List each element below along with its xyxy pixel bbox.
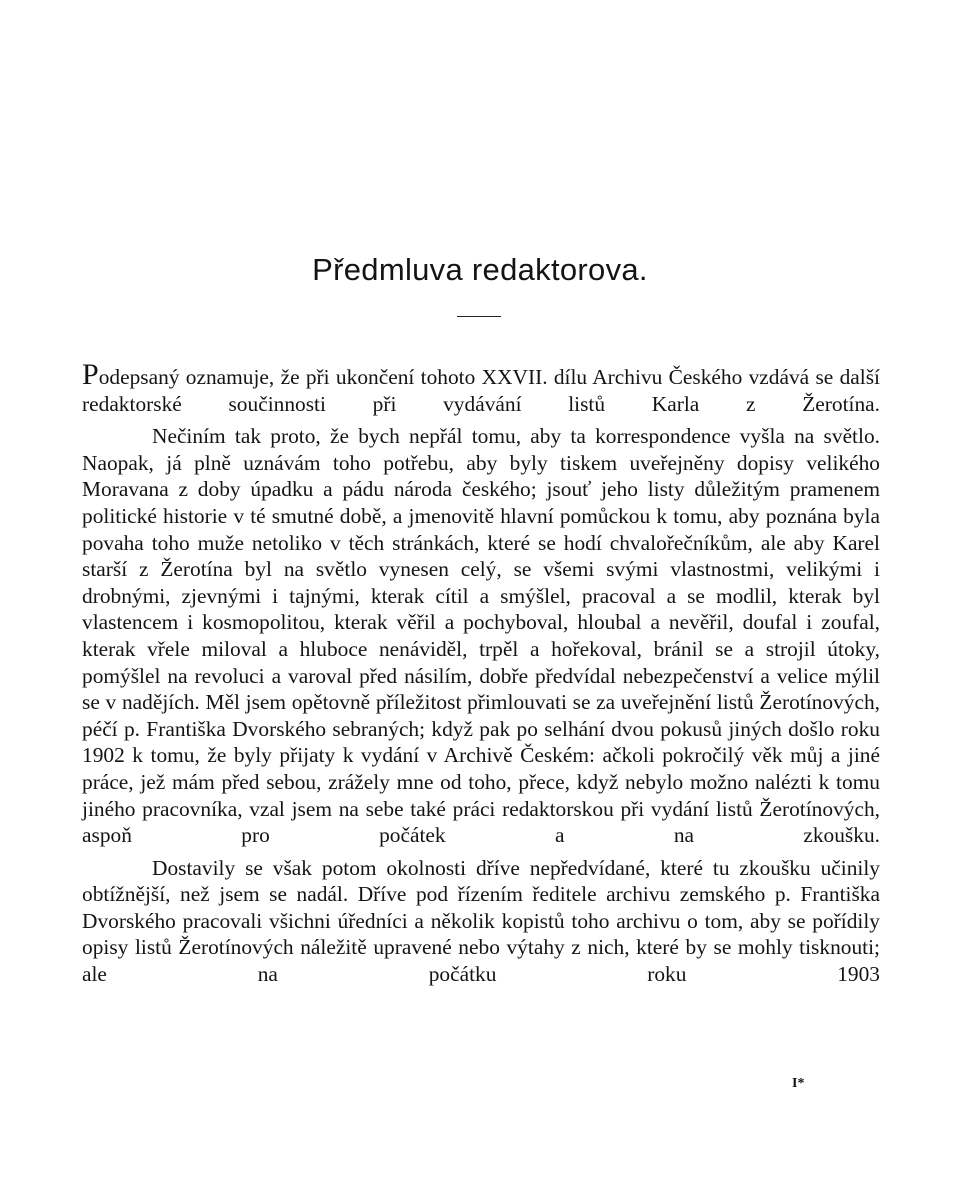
signature-mark: I* bbox=[792, 1076, 805, 1091]
paragraph-1 bbox=[82, 360, 880, 417]
page-title: Předmluva redaktorova. bbox=[312, 252, 648, 287]
title-divider bbox=[457, 316, 501, 317]
paragraph-3: Dostavily se však potom okolnosti dříve nepředvídané, které tu zkoušku učinily obtížnější, než jsem se nadál. Dříve pod řízením ředitele archivu zemského p. Františka Dvorského pracovali všichni úředníci a několik kopistů toho archivu o tom, aby se pořídily opisy listů Žerotínových náležitě upravené nebo výtahy z nich, které by se mohly tisknouti; ale na počátku roku 1903 bbox=[82, 855, 880, 987]
paragraph-1-text: odepsaný oznamuje, že při ukončení tohoto XXVII. dílu Archivu Českého vzdává se další redaktorské součinnosti při vydávání listů Karla z Žerotína. bbox=[82, 365, 880, 416]
body-text bbox=[82, 360, 880, 988]
initial-letter: P bbox=[82, 358, 99, 391]
paragraph-2: Nečiním tak proto, že bych nepřál tomu, aby ta korrespondence vyšla na světlo. Naopak, já plně uznávám toho potřebu, aby byly tiskem uveřejněny dopisy velikého Moravana z doby úpadku a pádu národa českého; jsouť jeho listy důležitým pramenem politické historie v té smutné době, a jmenovitě hlavní pomůckou k tomu, aby poznána byla povaha toho muže netoliko v těch stránkách, které se hodí chvalořečníkům, ale aby Karel starší z Žerotína byl na světlo vynesen celý, se všemi svými vlastnostmi, velikými i drobnými, zjevnými i tajnými, kterak cítil a smýšlel, pracoval a se modlil, kterak byl vlastencem i kosmopolitou, kterak věřil a pochyboval, hloubal a nevěřil, doufal i zoufal, kterak vřele miloval a hluboce nenáviděl, trpěl a hořekoval, bránil se a strojil útoky, pomýšlel na revoluci a varoval před násilím, dobře předvídal nebezpečenství a velice mýlil se v nadějích. Měl jsem opětovně příležitost přimlouvati se za uveřejnění listů Žerotínových, péčí p. Františka Dvorského sebraných; když pak po selhání dvou pokusů jiných došlo roku 1902 k tomu, že byly přijaty k vydání v Archivě Českém: ačkoli pokročilý věk můj a jiné práce, jež mám před sebou, zrážely mne od toho, přece, když nebylo možno nalézti k tomu jiného pracovníka, vzal jsem na sebe také práci redaktorskou při vydání listů Žerotínových, aspoň pro počátek a na zkoušku. bbox=[82, 424, 880, 848]
